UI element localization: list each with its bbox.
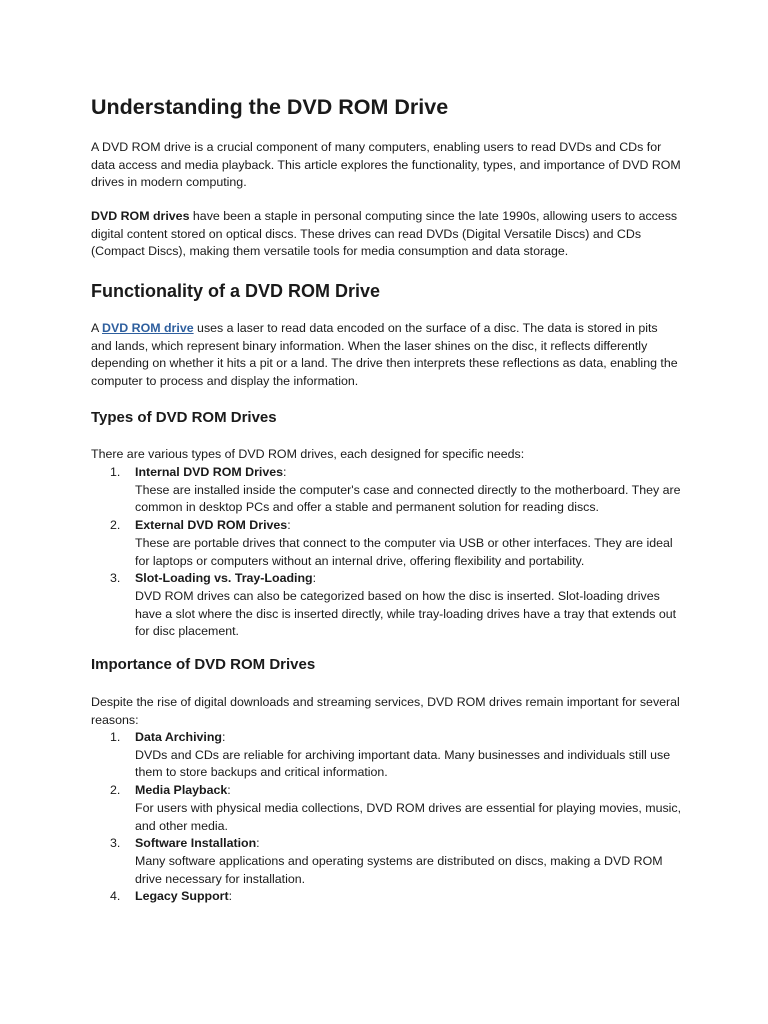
list-term: External DVD ROM Drives bbox=[135, 518, 288, 533]
list-number: 2. bbox=[110, 518, 121, 533]
list-number: 2. bbox=[110, 783, 121, 798]
list-description: For users with physical media collections, DVD ROM drives are essential for playing movies, music, and other media. bbox=[135, 800, 682, 833]
importance-list bbox=[91, 729, 691, 906]
dvd-rom-drive-link[interactable]: DVD ROM drive bbox=[102, 321, 194, 335]
list-number: 3. bbox=[110, 571, 121, 586]
importance-intro: Despite the rise of digital downloads and streaming services, DVD ROM drives remain important for several reasons: bbox=[91, 695, 680, 727]
history-text: have been a staple in personal computing since the late 1990s, allowing users to access digital content stored on optical discs. These drives can read DVDs (Digital Versatile Discs) and CDs (Compact Discs), making them versatile tools for media consumption and data storage. bbox=[91, 209, 678, 259]
types-intro: There are various types of DVD ROM drives, each designed for specific needs: bbox=[91, 447, 525, 461]
list-item bbox=[91, 464, 691, 517]
functionality-text: uses a laser to read data encoded on the surface of a disc. The data is stored in pits and lands, which represent binary information. When the laser shines on the disc, it reflects differently depending on whether it hits a pit or a land. The drive then interprets these reflections as data, enabling the computer to process and display the information. bbox=[91, 321, 678, 389]
list-term: Media Playback bbox=[135, 783, 228, 798]
functionality-heading: Functionality of a DVD ROM Drive bbox=[91, 281, 381, 301]
list-item bbox=[91, 835, 691, 888]
intro-paragraph: A DVD ROM drive is a crucial component of many computers, enabling users to read DVDs and CDs for data access and media playback. This article explores the functionality, types, and importance of DVD ROM drives in modern computing. bbox=[91, 140, 681, 190]
list-description: DVD ROM drives can also be categorized based on how the disc is inserted. Slot-loading drives have a slot where the disc is inserted directly, while tray-loading drives have a tray that extends out for disc placement. bbox=[135, 588, 677, 639]
list-item bbox=[91, 517, 691, 570]
list-term: Internal DVD ROM Drives bbox=[135, 465, 284, 479]
list-colon: : bbox=[227, 783, 231, 798]
list-term: Legacy Support bbox=[135, 889, 229, 904]
list-item bbox=[91, 729, 691, 782]
list-term: Slot-Loading vs. Tray-Loading bbox=[135, 571, 313, 586]
list-colon: : bbox=[283, 465, 287, 479]
list-item bbox=[91, 782, 691, 835]
list-description: DVDs and CDs are reliable for archiving important data. Many businesses and individuals still use them to store backups and critical information. bbox=[135, 747, 671, 780]
history-bold-term: DVD ROM drives bbox=[91, 209, 190, 223]
list-colon: : bbox=[312, 571, 317, 586]
history-paragraph bbox=[91, 208, 681, 261]
list-number: 1. bbox=[110, 465, 121, 479]
list-colon: : bbox=[221, 730, 226, 744]
types-heading: Types of DVD ROM Drives bbox=[91, 409, 277, 426]
types-list bbox=[91, 464, 691, 641]
functionality-prefix: A bbox=[91, 321, 103, 335]
list-item bbox=[91, 888, 691, 906]
list-number: 4. bbox=[110, 889, 121, 904]
list-description: These are installed inside the computer's case and connected directly to the motherboard. They are common in desktop PCs and offer a stable and permanent solution for reading discs. bbox=[135, 482, 681, 515]
list-number: 1. bbox=[110, 730, 121, 744]
list-item bbox=[91, 570, 691, 641]
list-colon: : bbox=[287, 518, 291, 533]
list-description: These are portable drives that connect to the computer via USB or other interfaces. They are ideal for laptops or computers without an internal drive, offering flexibility and portability. bbox=[135, 535, 673, 568]
list-term: Data Archiving bbox=[135, 730, 222, 744]
list-description: Many software applications and operating systems are distributed on discs, making a DVD ROM drive necessary for installation. bbox=[135, 853, 663, 886]
functionality-paragraph bbox=[91, 320, 681, 391]
list-term: Software Installation bbox=[135, 836, 257, 851]
list-number: 3. bbox=[110, 836, 121, 851]
importance-heading: Importance of DVD ROM Drives bbox=[91, 656, 316, 673]
list-colon: : bbox=[256, 836, 260, 851]
list-colon: : bbox=[228, 889, 233, 904]
page-title: Understanding the DVD ROM Drive bbox=[91, 95, 449, 119]
